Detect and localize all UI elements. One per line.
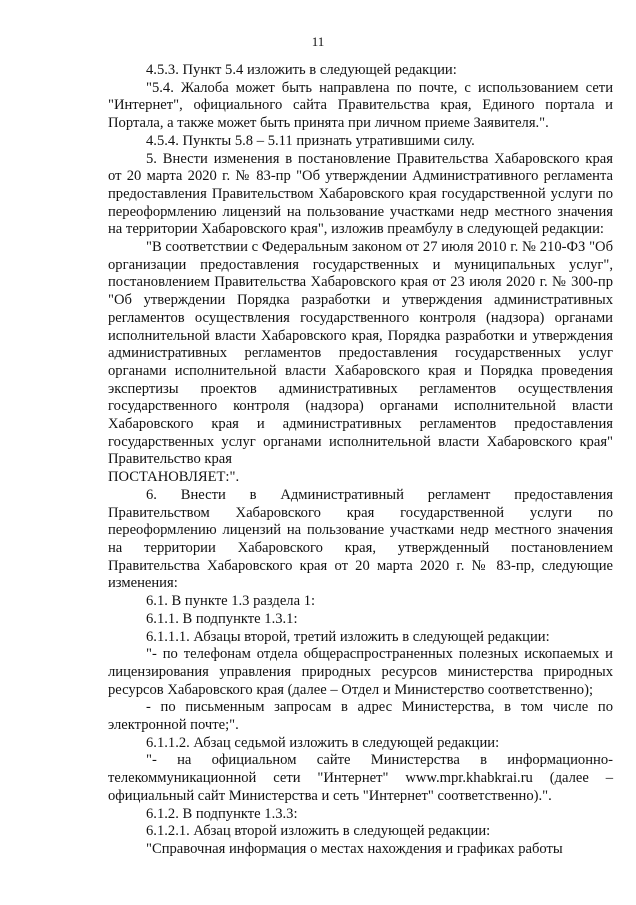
- paragraph: 4.5.4. Пункты 5.8 – 5.11 признать утратившими силу.: [146, 132, 475, 149]
- page-number: 11: [311, 34, 325, 49]
- paragraph: "Справочная информация о местах нахождения и графиках работы: [146, 840, 563, 857]
- document-body: [108, 62, 613, 859]
- paragraph: "В соответствии с Федеральным законом от 27 июля 2010 г. № 210-ФЗ "Об организации предоставления государственных и муниципальных услуг", постановлением Правительства Хабаровского края от 23 июля 2020 г. № 300-пр "Об утверждении Порядка разработки и утверждения административных регламентов осуществления государственного контроля (надзора) органами исполнительной власти Хабаровского края, Порядка разработки и утверждения административных регламентов предоставления государственных услуг органами исполнительной власти Хабаровского края и Порядка проведения экспертизы проектов административных регламентов осуществления государственного контроля (надзора) органами исполнительной власти Хабаровского края и административных регламентов предоставления государственных услуг органами исполнительной власти Хабаровского края" Правительство края: [108, 239, 613, 468]
- paragraph: 6.1.1. В подпункте 1.3.1:: [146, 610, 298, 627]
- paragraph: 6. Внести в Административный регламент предоставления Правительством Хабаровского края государственной услуги по переоформлению лицензий на пользование участками недр местного значения на территории Хабаровского края, утвержденный постановлением Правительства Хабаровского края от 20 марта 2020 г. № 83-пр, следующие изменения:: [108, 486, 613, 592]
- paragraph: 4.5.3. Пункт 5.4 изложить в следующей редакции:: [146, 62, 457, 78]
- paragraph: "- по телефонам отдела общераспространенных полезных ископаемых и лицензирования управления природных ресурсов министерства природных ресурсов Хабаровского края (далее – Отдел и Министерство соответственно);: [108, 646, 613, 698]
- paragraph: 6.1.1.1. Абзацы второй, третий изложить в следующей редакции:: [146, 628, 550, 645]
- paragraph: - по письменным запросам в адрес Министерства, в том числе по электронной почте;".: [108, 699, 613, 734]
- paragraph: "5.4. Жалоба может быть направлена по почте, с использованием сети "Интернет", официального сайта Правительства края, Единого портала и Портала, а также может быть принята при личном приеме Заявителя.".: [108, 79, 613, 132]
- paragraph: 6.1.2. В подпункте 1.3.3:: [146, 805, 298, 822]
- paragraph: ПОСТАНОВЛЯЕТ:".: [108, 469, 240, 486]
- paragraph: "- на официальном сайте Министерства в информационно-телекоммуникационной сети "Интернет" www.mpr.khabkrai.ru (далее – официальный сайт Министерства и сеть "Интернет" соответственно).".: [108, 752, 613, 804]
- paragraph: 6.1.2.1. Абзац второй изложить в следующей редакции:: [146, 823, 491, 840]
- paragraph: 6.1.1.2. Абзац седьмой изложить в следующей редакции:: [146, 734, 500, 751]
- paragraph: 5. Внести изменения в постановление Правительства Хабаровского края от 20 марта 2020 г. № 83-пр "Об утверждении Административного регламента предоставления Правительством Хабаровского края государственной услуги по переоформлению лицензий на пользование участками недр местного значения на территории Хабаровского края", изложив преамбулу в следующей редакции:: [108, 150, 613, 238]
- paragraph: 6.1. В пункте 1.3 раздела 1:: [146, 593, 316, 610]
